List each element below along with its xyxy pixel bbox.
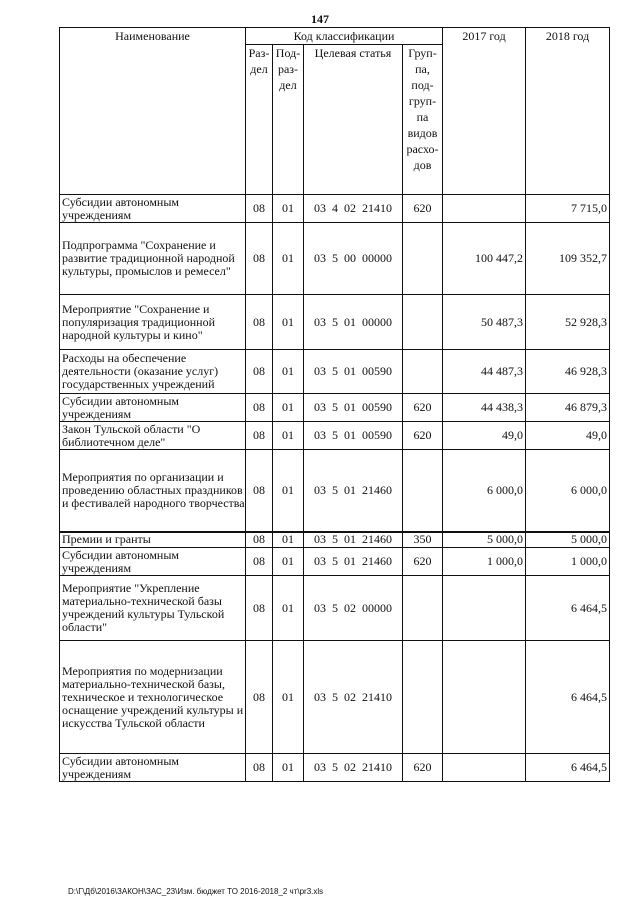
- row-section: 08: [246, 576, 273, 641]
- table-row: [60, 532, 610, 548]
- row-section: 08: [246, 394, 273, 422]
- row-target-code: 03 5 02 00000: [304, 576, 403, 641]
- row-2018: 5 000,0: [526, 532, 610, 548]
- row-name: Субсидии автономным учреждениям: [60, 754, 246, 782]
- row-2018: 52 928,3: [526, 295, 610, 350]
- row-group: [403, 350, 443, 394]
- row-section: 08: [246, 450, 273, 532]
- row-2018: 6 464,5: [526, 641, 610, 754]
- header-name: Наименование: [60, 28, 246, 195]
- header-group: Груп- па, под- груп- па видов расхо- дов: [403, 45, 443, 195]
- table-row: [60, 548, 610, 576]
- row-2017: [443, 754, 526, 782]
- row-2018: 7 715,0: [526, 195, 610, 223]
- row-subsection: 01: [273, 576, 304, 641]
- header-2017: 2017 год: [443, 28, 526, 195]
- row-2017: 50 487,3: [443, 295, 526, 350]
- row-section: 08: [246, 754, 273, 782]
- row-group: [403, 641, 443, 754]
- row-name: Премии и гранты: [60, 532, 246, 548]
- table-row: [60, 422, 610, 450]
- row-target-code: 03 5 01 00000: [304, 295, 403, 350]
- row-2018: 46 928,3: [526, 350, 610, 394]
- row-section: 08: [246, 223, 273, 295]
- table-row: [60, 295, 610, 350]
- row-target-code: 03 5 01 21460: [304, 548, 403, 576]
- table-row: [60, 394, 610, 422]
- row-2017: [443, 195, 526, 223]
- file-path-footer: D:\Г\Дб\2016\ЗАКОН\ЗАС_23\Изм. бюджет ТО 2016-2018_2 чт\pr3.xls: [68, 887, 324, 896]
- row-subsection: 01: [273, 195, 304, 223]
- table-row: [60, 641, 610, 754]
- table-row: [60, 450, 610, 532]
- row-name: Мероприятие "Укрепление материально-технической базы учреждений культуры Тульской области": [60, 576, 246, 641]
- row-section: 08: [246, 422, 273, 450]
- row-name: Мероприятия по организации и проведению областных праздников и фестивалей народного творчества: [60, 450, 246, 532]
- row-target-code: 03 5 01 00590: [304, 422, 403, 450]
- row-2017: 100 447,2: [443, 223, 526, 295]
- row-target-code: 03 5 02 21410: [304, 754, 403, 782]
- row-target-code: 03 5 01 21460: [304, 532, 403, 548]
- row-section: 08: [246, 295, 273, 350]
- row-2018: 6 000,0: [526, 450, 610, 532]
- budget-table: [59, 27, 610, 782]
- row-name: Расходы на обеспечение деятельности (оказание услуг) государственных учреждений: [60, 350, 246, 394]
- table-row: [60, 195, 610, 223]
- row-subsection: 01: [273, 532, 304, 548]
- row-group: 620: [403, 195, 443, 223]
- row-group: [403, 223, 443, 295]
- row-subsection: 01: [273, 422, 304, 450]
- row-2018: 6 464,5: [526, 576, 610, 641]
- row-section: 08: [246, 548, 273, 576]
- header-target: Целевая статья: [304, 45, 403, 195]
- row-group: 620: [403, 754, 443, 782]
- header-classification: Код классификации: [246, 28, 443, 45]
- row-section: 08: [246, 350, 273, 394]
- row-2018: 6 464,5: [526, 754, 610, 782]
- row-2018: 109 352,7: [526, 223, 610, 295]
- row-subsection: 01: [273, 394, 304, 422]
- row-2018: 49,0: [526, 422, 610, 450]
- row-group: 620: [403, 394, 443, 422]
- header-section: Раз- дел: [246, 45, 273, 195]
- row-section: 08: [246, 195, 273, 223]
- row-name: Закон Тульской области "О библиотечном деле": [60, 422, 246, 450]
- row-2017: 44 438,3: [443, 394, 526, 422]
- row-subsection: 01: [273, 223, 304, 295]
- row-2017: 6 000,0: [443, 450, 526, 532]
- row-subsection: 01: [273, 295, 304, 350]
- row-target-code: 03 5 02 21410: [304, 641, 403, 754]
- row-name: Субсидии автономным учреждениям: [60, 195, 246, 223]
- row-2017: 44 487,3: [443, 350, 526, 394]
- row-target-code: 03 5 01 21460: [304, 450, 403, 532]
- row-name: Субсидии автономным учреждениям: [60, 548, 246, 576]
- row-name: Подпрограмма "Сохранение и развитие традиционной народной культуры, промыслов и ремесел": [60, 223, 246, 295]
- row-group: 620: [403, 422, 443, 450]
- row-name: Мероприятия по модернизации материально-технической базы, техническое и технологическое оснащение учреждений культуры и искусства Тульской области: [60, 641, 246, 754]
- row-section: 08: [246, 532, 273, 548]
- row-group: [403, 450, 443, 532]
- row-target-code: 03 5 01 00590: [304, 394, 403, 422]
- row-name: Субсидии автономным учреждениям: [60, 394, 246, 422]
- row-subsection: 01: [273, 754, 304, 782]
- row-target-code: 03 5 00 00000: [304, 223, 403, 295]
- row-2017: 49,0: [443, 422, 526, 450]
- row-group: [403, 576, 443, 641]
- row-2017: 5 000,0: [443, 532, 526, 548]
- row-target-code: 03 4 02 21410: [304, 195, 403, 223]
- row-name: Мероприятие "Сохранение и популяризация традиционной народной культуры и кино": [60, 295, 246, 350]
- header-2018: 2018 год: [526, 28, 610, 195]
- table-row: [60, 223, 610, 295]
- header-subsection: Под- раз- дел: [273, 45, 304, 195]
- row-subsection: 01: [273, 548, 304, 576]
- row-group: [403, 295, 443, 350]
- table-row: [60, 754, 610, 782]
- table-row: [60, 350, 610, 394]
- page-number: 147: [311, 12, 329, 26]
- row-group: 350: [403, 532, 443, 548]
- row-subsection: 01: [273, 641, 304, 754]
- row-2017: [443, 641, 526, 754]
- row-group: 620: [403, 548, 443, 576]
- row-2018: 46 879,3: [526, 394, 610, 422]
- row-subsection: 01: [273, 450, 304, 532]
- row-2017: [443, 576, 526, 641]
- row-section: 08: [246, 641, 273, 754]
- row-2017: 1 000,0: [443, 548, 526, 576]
- row-target-code: 03 5 01 00590: [304, 350, 403, 394]
- table-row: [60, 576, 610, 641]
- row-subsection: 01: [273, 350, 304, 394]
- row-2018: 1 000,0: [526, 548, 610, 576]
